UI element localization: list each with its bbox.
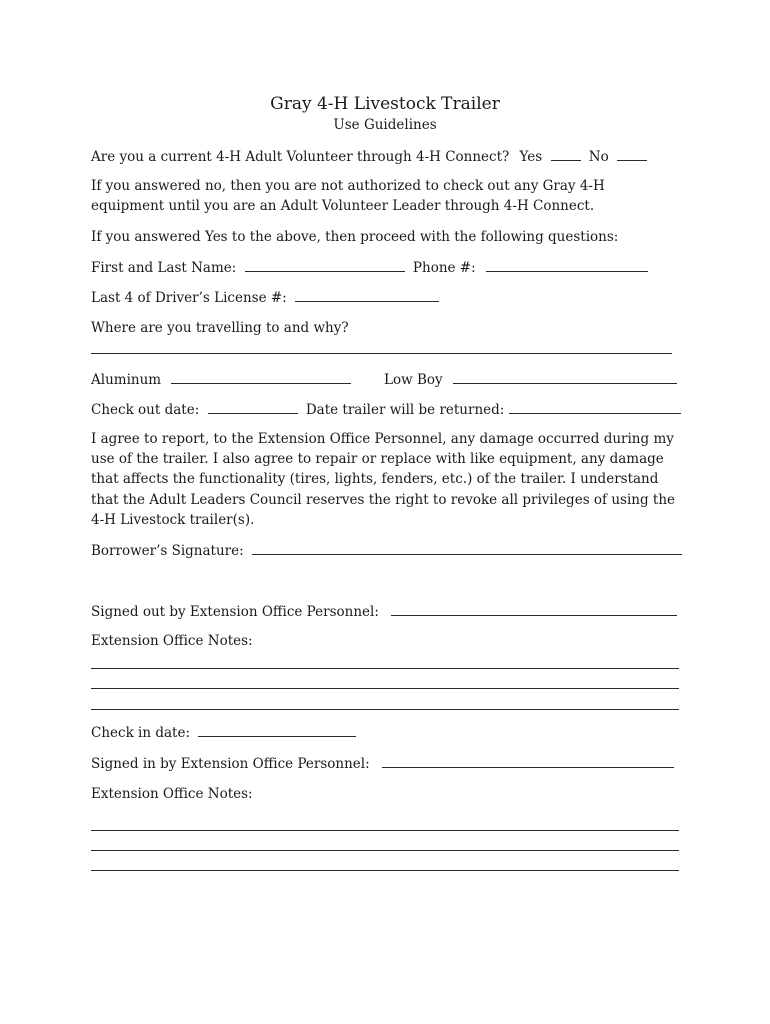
- signature-row: [91, 540, 682, 561]
- signature-field[interactable]: [252, 540, 682, 555]
- signed-in-label: Signed in by Extension Office Personnel:: [91, 756, 370, 772]
- checkout-date-label: Check out date:: [91, 402, 200, 418]
- page-subtitle: Use Guidelines: [333, 117, 437, 133]
- signed-in-row: [91, 753, 674, 774]
- notes-line-1a[interactable]: [91, 668, 679, 669]
- checkin-date-row: [91, 722, 356, 743]
- return-date-field[interactable]: [509, 399, 681, 414]
- aluminum-row: [91, 369, 351, 390]
- notes-line-1c[interactable]: [91, 709, 679, 710]
- yes-label: Yes: [519, 149, 543, 165]
- yes-field[interactable]: [551, 146, 581, 161]
- return-date-label: Date trailer will be returned:: [305, 402, 505, 418]
- phone-field[interactable]: [486, 257, 648, 272]
- license-field[interactable]: [295, 287, 439, 302]
- page-title: Gray 4-H Livestock Trailer: [270, 94, 500, 114]
- signed-out-field[interactable]: [391, 601, 677, 616]
- aluminum-label: Aluminum: [91, 372, 162, 388]
- notes-label-1: Extension Office Notes:: [91, 633, 253, 649]
- proceed-note: If you answered Yes to the above, then proceed with the following questions:: [91, 229, 619, 245]
- notes-line-1b[interactable]: [91, 688, 679, 689]
- low-boy-field[interactable]: [453, 369, 677, 384]
- travel-answer-line[interactable]: [91, 353, 672, 354]
- license-row: [91, 287, 439, 308]
- checkin-date-field[interactable]: [198, 722, 356, 737]
- no-field[interactable]: [617, 146, 647, 161]
- signed-in-field[interactable]: [382, 753, 674, 768]
- name-label: First and Last Name:: [91, 260, 237, 276]
- volunteer-question-row: [91, 146, 647, 167]
- checkin-date-label: Check in date:: [91, 725, 191, 741]
- aluminum-field[interactable]: [171, 369, 351, 384]
- notes-line-2c[interactable]: [91, 870, 679, 871]
- low-boy-label: Low Boy: [384, 372, 443, 388]
- signed-out-row: [91, 601, 677, 622]
- notes-label-2: Extension Office Notes:: [91, 786, 253, 802]
- not-authorized-note: If you answered no, then you are not authorized to check out any Gray 4-H equipment until you are an Adult Volunteer Leader through 4-H Connect.: [91, 178, 605, 215]
- signature-label: Borrower’s Signature:: [91, 543, 244, 559]
- agreement-text: I agree to report, to the Extension Office Personnel, any damage occurred during my use of the trailer. I also agree to repair or replace with like equipment, any damage that affects the functionality (tires, lights, fenders, etc.) of the trailer. I understand that the Adult Leaders Council reserves the right to revoke all privileges of using the 4-H Livestock trailer(s).: [91, 431, 676, 528]
- name-field[interactable]: [245, 257, 405, 272]
- volunteer-question-label: Are you a current 4-H Adult Volunteer through 4-H Connect?: [91, 149, 510, 165]
- phone-label: Phone #:: [412, 260, 476, 276]
- notes-line-2a[interactable]: [91, 830, 679, 831]
- travel-question: Where are you travelling to and why?: [91, 320, 349, 336]
- dates-row: [91, 399, 681, 420]
- signed-out-label: Signed out by Extension Office Personnel:: [91, 604, 379, 620]
- no-label: No: [588, 149, 609, 165]
- low-boy-row: [384, 369, 677, 390]
- checkout-date-field[interactable]: [208, 399, 298, 414]
- notes-line-2b[interactable]: [91, 850, 679, 851]
- license-label: Last 4 of Driver’s License #:: [91, 290, 287, 306]
- name-phone-row: [91, 257, 648, 278]
